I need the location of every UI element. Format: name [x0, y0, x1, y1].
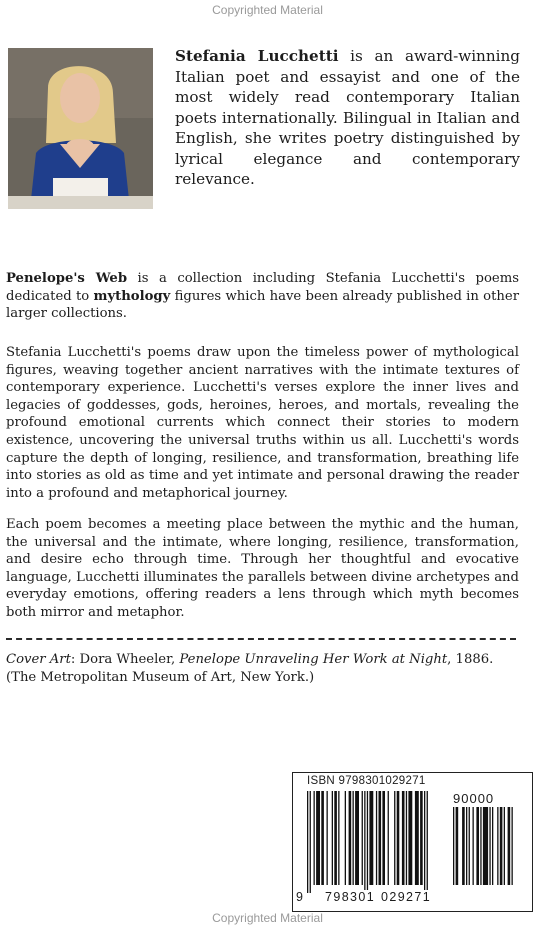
barcode-bar — [406, 791, 407, 885]
barcode-bar — [492, 807, 493, 885]
barcode-bar — [473, 807, 474, 885]
credit-rest: , 1886. (The Metropolitan Museum of Art, New York.) — [6, 652, 494, 685]
keyword-mythology: mythology — [93, 288, 171, 304]
description-paragraph-3: Each poem becomes a meeting place between the mythic and the human, the universal and the intimate, where longing, resilience, transformation, and desire echo through time. Through her thoughtful and evocative language, Lucchetti illuminates the parallels between divine archetypes and everyday emotions, offering readers a lens through which myth becomes both mirror and metaphor. — [6, 517, 519, 620]
barcode-bar — [469, 807, 470, 885]
barcode-bar — [353, 791, 354, 885]
barcode-bar — [376, 791, 377, 885]
barcode-bar — [476, 807, 479, 885]
barcode-bar — [369, 791, 373, 885]
description-intro — [6, 270, 519, 323]
barcode-digit-first: 9 — [296, 890, 305, 904]
barcode-bar — [462, 807, 465, 885]
cover-art-credit — [6, 651, 519, 687]
author-name: Stefania Lucchetti — [175, 47, 339, 65]
barcode-bar — [508, 807, 511, 885]
barcode-bar — [338, 791, 339, 885]
barcode-bar — [480, 807, 481, 885]
barcode-bar — [345, 791, 346, 885]
barcode-bar — [314, 791, 315, 885]
barcode-bar — [424, 791, 425, 893]
barcode-bar — [382, 791, 385, 885]
barcode-bar — [310, 791, 311, 893]
watermark-bottom: Copyrighted Material — [212, 911, 323, 925]
barcode-bar — [362, 791, 363, 885]
barcode-bar — [427, 791, 428, 893]
intro-text-a: is a collection including Stefania Lucchetti's poems dedicated to — [6, 271, 520, 304]
barcode-bar — [349, 791, 352, 885]
author-bio-text: is an award-winning Italian poet and essayist and one of the most widely read contemporary Italian poets internationally. Bilingual in Italian and English, she writes poetry distinguished by lyrical elegance and contemporary relevance. — [175, 47, 520, 188]
barcode-bar — [483, 807, 488, 885]
dashed-divider — [6, 638, 516, 640]
barcode-bar — [334, 791, 337, 885]
barcode-bar — [415, 791, 419, 885]
barcode-bar — [332, 791, 333, 885]
barcode-bar — [327, 791, 328, 885]
barcode-bar — [512, 807, 513, 885]
barcode-bar — [355, 791, 359, 885]
barcode-bar — [420, 791, 423, 885]
credit-artist: : Dora Wheeler, — [70, 652, 180, 667]
addon-code: 90000 — [453, 791, 495, 806]
intro-text-b: figures which have been already published in other larger collections. — [6, 288, 519, 322]
author-block — [8, 46, 526, 211]
barcode-bar — [307, 791, 308, 893]
barcode-bar — [367, 791, 368, 893]
barcode-digits-left: 798301 — [325, 890, 376, 904]
watermark-top: Copyrighted Material — [212, 3, 323, 17]
barcode-box — [292, 772, 533, 912]
barcode-bar — [453, 807, 454, 885]
barcode-digits-right: 029271 — [381, 890, 432, 904]
isbn-label: ISBN 9798301029271 — [307, 775, 426, 787]
barcode-bar — [379, 791, 382, 885]
author-photo — [8, 48, 153, 209]
credit-label: Cover Art — [6, 652, 71, 667]
barcode-bar — [388, 791, 389, 885]
barcode-bar — [504, 807, 505, 885]
description-paragraph-2: Stefania Lucchetti's poems draw upon the timeless power of mythological figures, weaving together ancient narratives with the intimate textures of contemporary experience. Lucchetti's verses explore the inner lives and legacies of goddesses, gods, heroines, heroes, and mortals, revealing the profound emotional currents which connect their stories to modern existence, uncovering the universal truths within us all. Lucchetti's words capture the depth of longing, resilience, and transformation, breathing life into stories as old as time and yet intimate and personal drawing the reader into a profound and metaphorical journey. — [6, 345, 519, 501]
barcode-bar — [364, 791, 365, 893]
barcode-bar — [489, 807, 490, 885]
barcode-bar — [316, 791, 320, 885]
barcode-bar — [408, 791, 412, 885]
barcode-bar — [500, 807, 503, 885]
addon-barcode — [453, 807, 523, 903]
credit-work: Penelope Unraveling Her Work at Night — [179, 652, 448, 667]
barcode-bar — [497, 807, 498, 885]
barcode-bar — [456, 807, 459, 885]
barcode-bar — [321, 791, 324, 885]
author-bio — [175, 46, 520, 190]
book-title: Penelope's Web — [6, 271, 128, 286]
barcode-bar — [397, 791, 400, 885]
barcode-bar — [402, 791, 405, 885]
ean-barcode — [307, 791, 447, 903]
barcode-bar — [466, 807, 467, 885]
barcode-bar — [394, 791, 395, 885]
